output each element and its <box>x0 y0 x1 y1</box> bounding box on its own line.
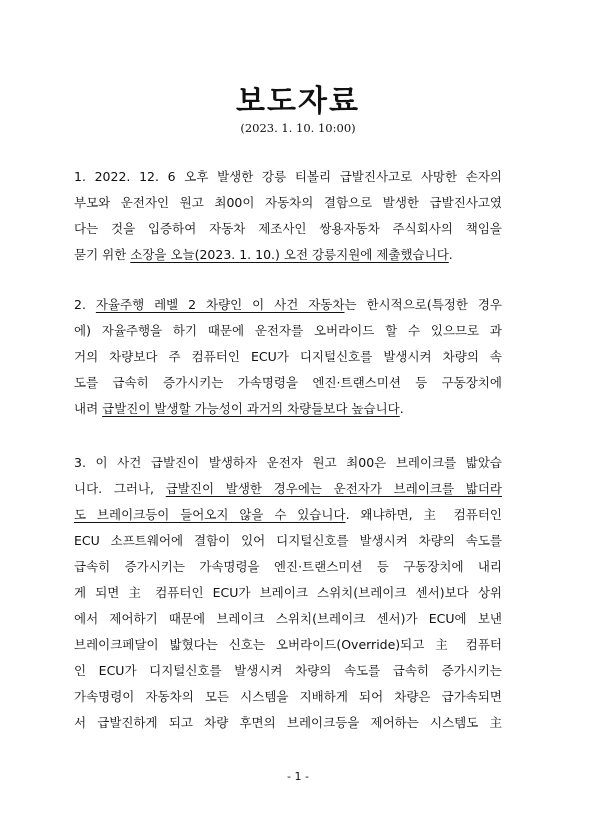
paragraph-1-line: 1. 2022. 12. 6 오후 발생한 강릉 티볼리 급발진사고로 사망한 손자의 <box>74 169 502 184</box>
paragraph-2 <box>74 292 502 422</box>
paragraph-1-line: 다는 것을 입증하여 자동차 제조사인 쌍용자동차 주식회사의 책임을 <box>74 221 502 236</box>
paragraph-1 <box>74 164 502 268</box>
paragraph-3 <box>74 450 502 736</box>
text-segment: 는 한시적으로(특정한 경우 <box>344 297 502 312</box>
paragraph-3-line: 급속히 증가시키는 가속명령을 엔진·트랜스미션 등 구동장치에 내리 <box>74 559 502 574</box>
text-segment: 내려 <box>74 401 103 416</box>
paragraph-3-line: 가속명령이 자동차의 모든 시스템을 지배하게 되어 차량은 급가속되면 <box>74 689 502 704</box>
paragraph-3-line: 3. 이 사건 급발진이 발생하자 운전자 원고 최00은 브레이크를 밟았습 <box>74 455 502 470</box>
paragraph-3-line: 브레이크페달이 밟혔다는 신호는 오버라이드(Override)되고 主 컴퓨터 <box>74 637 502 652</box>
underlined-text: 소장을 오늘(2023. 1. 10.) 오전 강릉지원에 제출했습니다 <box>130 247 449 262</box>
paragraph-2-line: 도를 급속히 증가시키는 가속명령을 엔진·트랜스미션 등 구동장치에 <box>74 375 502 390</box>
underlined-text: 자율주행 레벨 2 차량인 이 사건 자동차 <box>95 297 345 312</box>
text-segment: 2. <box>74 297 96 312</box>
release-date: (2023. 1. 10. 10:00) <box>240 121 356 135</box>
text-segment: 묻기 위한 <box>74 247 131 262</box>
text-segment: 니다. 그러나, <box>74 481 166 496</box>
paragraph-3-line <box>74 476 502 502</box>
paragraph-3-line: 인 ECU가 디지털신호를 발생시켜 차량의 속도를 급속히 증가시키는 <box>74 663 502 678</box>
paragraph-3-line: 서 급발진하게 되고 차량 후면의 브레이크등을 제어하는 시스템도 主 <box>74 715 502 730</box>
paragraph-2-line <box>74 396 502 422</box>
page-number: - 1 - <box>287 770 309 783</box>
document-title: 보도자료 <box>236 84 360 119</box>
paragraph-3-line: 게 되면 主 컴퓨터인 ECU가 브레이크 스위치(브레이크 센서)보다 상위 <box>74 585 502 600</box>
paragraph-1-line <box>74 242 502 268</box>
text-segment: . <box>448 247 453 262</box>
paragraph-3-line: ECU 소프트웨어에 결함이 있어 디지털신호를 발생시켜 차량의 속도를 <box>74 533 502 548</box>
text-segment: . 왜냐하면, 主 컴퓨터인 <box>345 507 502 522</box>
underlined-text: 도 브레이크등이 들어오지 않을 수 있습니다 <box>74 507 346 522</box>
paragraph-3-line: 에서 제어하기 때문에 브레이크 스위치(브레이크 센서)가 ECU에 보낸 <box>74 611 502 626</box>
paragraph-3-line <box>74 502 502 528</box>
paragraph-2-line <box>74 292 502 318</box>
underlined-text: 급발진이 발생한 경우에는 운전자가 브레이크를 밟더라 <box>165 481 502 496</box>
underlined-text: 급발진이 발생할 가능성이 과거의 차량들보다 높습니다 <box>102 401 400 416</box>
paragraph-2-line: 에) 자율주행을 하기 때문에 운전자를 오버라이드 할 수 있으므로 과 <box>74 323 502 338</box>
text-segment: . <box>399 401 404 416</box>
paragraph-1-line: 부모와 운전자인 원고 최00이 자동차의 결함으로 발생한 급발진사고였 <box>74 195 502 210</box>
paragraph-2-line: 거의 차량보다 주 컴퓨터인 ECU가 디지털신호를 발생시켜 차량의 속 <box>74 349 502 364</box>
